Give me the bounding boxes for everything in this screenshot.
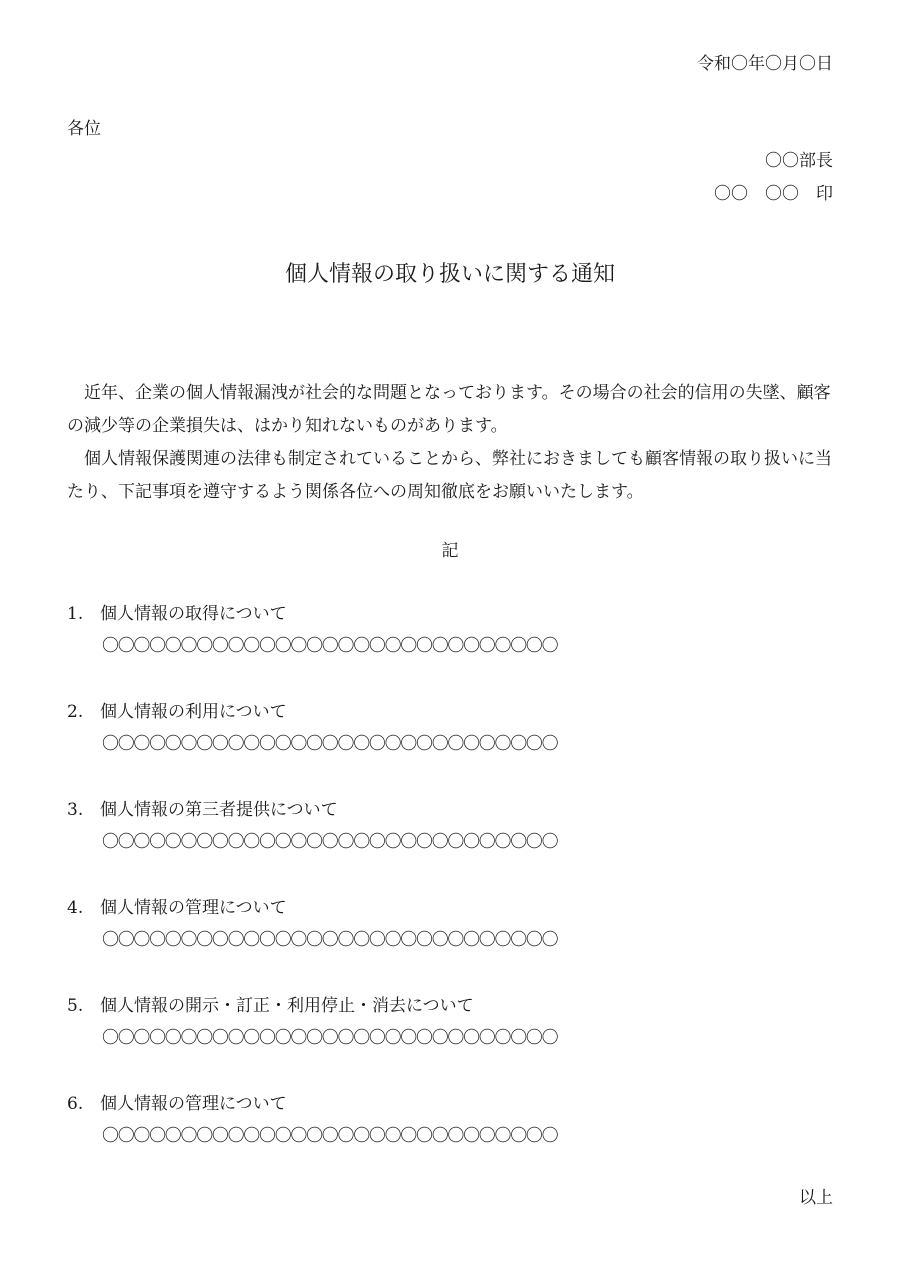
item-number: 2.: [67, 702, 84, 722]
item-detail: 〇〇〇〇〇〇〇〇〇〇〇〇〇〇〇〇〇〇〇〇〇〇〇〇〇〇〇〇〇: [102, 734, 558, 754]
recipient: 各位: [67, 119, 101, 139]
document-date: 令和〇年〇月〇日: [697, 54, 833, 74]
item-number: 1.: [67, 604, 84, 624]
item-number: 6.: [67, 1094, 84, 1114]
list-item: [67, 900, 847, 998]
body-paragraph-1: 近年、企業の個人情報漏洩が社会的な問題となっております。その場合の社会的信用の失墜、顧客の減少等の企業損失は、はかり知れないものがあります。: [67, 383, 831, 436]
list-item: [67, 704, 847, 802]
ki-label: 記: [441, 541, 459, 561]
item-detail: 〇〇〇〇〇〇〇〇〇〇〇〇〇〇〇〇〇〇〇〇〇〇〇〇〇〇〇〇〇: [102, 930, 558, 950]
closing-remark: 以上: [799, 1188, 833, 1208]
list-item: [67, 802, 847, 900]
item-detail: 〇〇〇〇〇〇〇〇〇〇〇〇〇〇〇〇〇〇〇〇〇〇〇〇〇〇〇〇〇: [102, 832, 558, 852]
list-item: [67, 998, 847, 1096]
list-item: [67, 1096, 847, 1194]
item-title: 個人情報の管理について: [100, 1094, 287, 1114]
item-number: 3.: [67, 800, 84, 820]
item-title: 個人情報の取得について: [100, 604, 287, 624]
list-item: [67, 606, 847, 704]
body-paragraph-2: 個人情報保護関連の法律も制定されていることから、弊社におきましても顧客情報の取り扱いに当たり、下記事項を遵守するよう関係各位への周知徹底をお願いいたします。: [67, 449, 832, 502]
item-title: 個人情報の第三者提供について: [100, 800, 338, 820]
item-title: 個人情報の利用について: [100, 702, 287, 722]
document-title: 個人情報の取り扱いに関する通知: [284, 262, 615, 287]
sender-name: 〇〇 〇〇 印: [714, 184, 833, 204]
body-text: [67, 377, 835, 509]
item-title: 個人情報の開示・訂正・利用停止・消去について: [100, 996, 474, 1016]
item-list: [67, 606, 847, 1194]
item-title: 個人情報の管理について: [100, 898, 287, 918]
item-detail: 〇〇〇〇〇〇〇〇〇〇〇〇〇〇〇〇〇〇〇〇〇〇〇〇〇〇〇〇〇: [102, 1028, 558, 1048]
item-number: 5.: [67, 996, 84, 1016]
item-detail: 〇〇〇〇〇〇〇〇〇〇〇〇〇〇〇〇〇〇〇〇〇〇〇〇〇〇〇〇〇: [102, 1126, 558, 1146]
item-detail: 〇〇〇〇〇〇〇〇〇〇〇〇〇〇〇〇〇〇〇〇〇〇〇〇〇〇〇〇〇: [102, 636, 558, 656]
sender-department: 〇〇部長: [765, 151, 833, 171]
item-number: 4.: [67, 898, 84, 918]
